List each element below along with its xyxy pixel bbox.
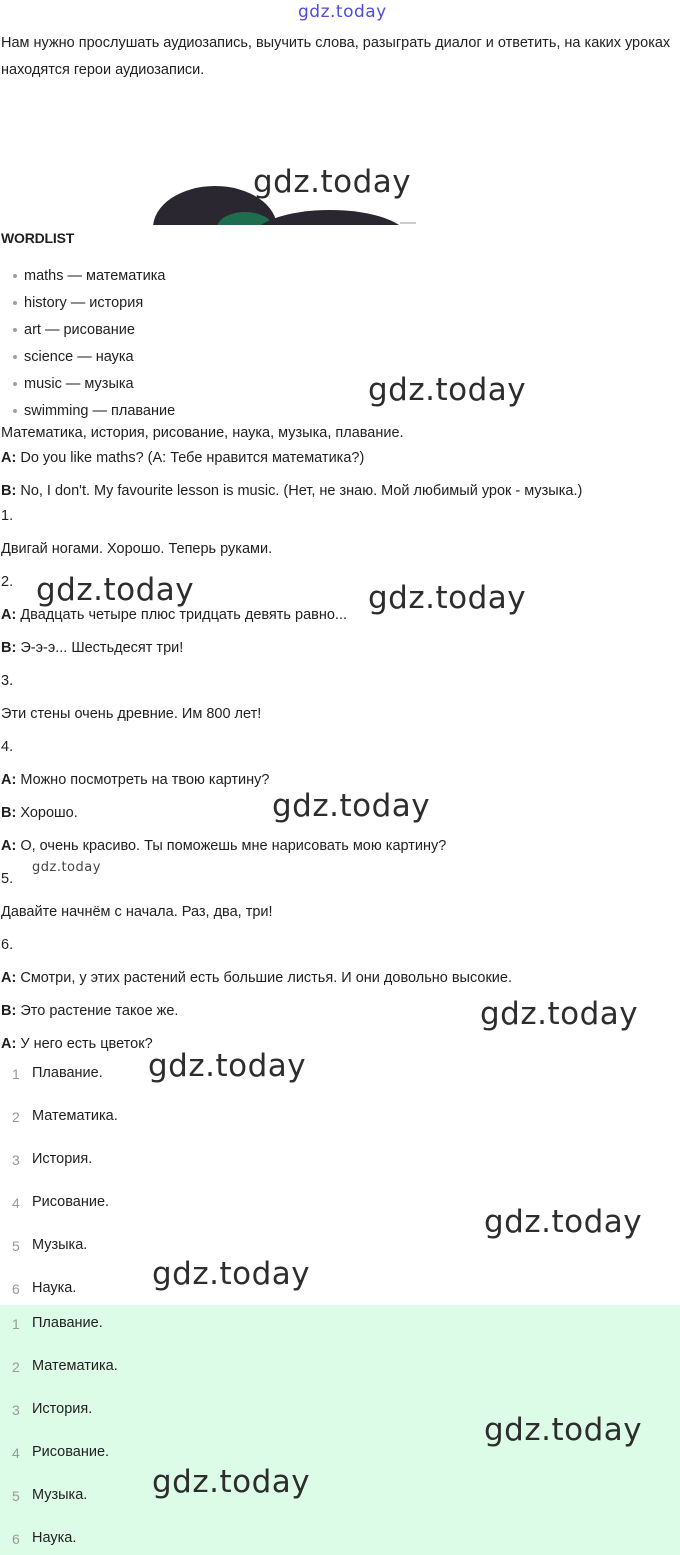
list-item: swimming — плавание (24, 403, 176, 419)
dialog-line (1, 639, 183, 657)
answer-text: Рисование. (32, 1444, 110, 1460)
speaker-label: A: (1, 970, 17, 986)
dialog-line (1, 1002, 178, 1020)
watermark: gdz.today (36, 572, 195, 608)
answer-text: История. (32, 1401, 93, 1417)
answer-number: 6 (12, 1531, 20, 1547)
watermark: gdz.today (148, 1048, 307, 1084)
answer-number: 5 (12, 1238, 20, 1254)
dialog-text: Это растение такое же. (16, 1003, 179, 1019)
dialog-text: Можно посмотреть на твою картину? (16, 772, 270, 788)
answer-text: Музыка. (32, 1487, 88, 1503)
answer-text: Плавание. (32, 1065, 103, 1081)
answer-number: 5 (12, 1488, 20, 1504)
dialog-text: Хорошо. (16, 805, 78, 821)
dialog-text: О, очень красиво. Ты поможешь мне нарисовать мою картину? (16, 838, 447, 854)
dialog-line (1, 606, 347, 624)
bullet-icon (13, 382, 17, 386)
dialog-text: Смотри, у этих растений есть большие листья. И они довольно высокие. (16, 970, 512, 986)
answer-number: 1 (12, 1316, 20, 1332)
watermark: gdz.today (253, 164, 412, 200)
speaker-label: B: (1, 483, 17, 499)
watermark: gdz.today (272, 788, 431, 824)
dialog-line (1, 482, 582, 500)
answer-text: Плавание. (32, 1315, 103, 1331)
dialog-line (1, 771, 269, 789)
bullet-icon (13, 328, 17, 332)
watermark: gdz.today (32, 860, 101, 875)
answer-number: 2 (12, 1109, 20, 1125)
watermark: gdz.today (484, 1204, 643, 1240)
section-number: 2. (1, 574, 14, 590)
watermark: gdz.today (152, 1256, 311, 1292)
speaker-label: A: (1, 450, 17, 466)
watermark: gdz.today (484, 1412, 643, 1448)
section-number: 1. (1, 508, 14, 524)
answer-text: Наука. (32, 1530, 77, 1546)
bullet-icon (13, 274, 17, 278)
watermark-top: gdz.today (298, 2, 387, 22)
section-number: 4. (1, 739, 14, 755)
transcript-line: Эти стены очень древние. Им 800 лет! (1, 706, 262, 722)
list-item: science — наука (24, 349, 134, 365)
list-item: art — рисование (24, 322, 135, 338)
answer-text: История. (32, 1151, 93, 1167)
list-item: music — музыка (24, 376, 134, 392)
dialog-line (1, 449, 364, 467)
transcript-line: Давайте начнём с начала. Раз, два, три! (1, 904, 273, 920)
dialog-text: Э-э-э... Шестьдесят три! (16, 640, 184, 656)
dialog-text: У него есть цветок? (16, 1036, 153, 1052)
answer-number: 3 (12, 1402, 20, 1418)
answer-text: Математика. (32, 1358, 118, 1374)
bullet-icon (13, 409, 17, 413)
watermark: gdz.today (152, 1464, 311, 1500)
list-item: history — история (24, 295, 144, 311)
speaker-label: A: (1, 838, 17, 854)
wordlist-heading: WORDLIST (1, 230, 75, 246)
section-number: 5. (1, 871, 14, 887)
answer-number: 4 (12, 1195, 20, 1211)
dialog-line (1, 969, 512, 987)
dialog-line (1, 1035, 153, 1053)
bullet-icon (13, 355, 17, 359)
answer-number: 4 (12, 1445, 20, 1461)
answer-number: 6 (12, 1281, 20, 1297)
speaker-label: A: (1, 607, 17, 623)
dialog-line (1, 837, 446, 855)
speaker-label: B: (1, 640, 17, 656)
transcript-line: Двигай ногами. Хорошо. Теперь руками. (1, 541, 273, 557)
answer-text: Музыка. (32, 1237, 88, 1253)
list-item: maths — математика (24, 268, 166, 284)
watermark: gdz.today (368, 372, 527, 408)
section-number: 6. (1, 937, 14, 953)
answer-number: 2 (12, 1359, 20, 1375)
dialog-line (1, 804, 78, 822)
answer-text: Наука. (32, 1280, 77, 1296)
bullet-icon (13, 301, 17, 305)
dialog-text: Do you like maths? (A: Тебе нравится математика?) (16, 450, 365, 466)
dialog-text: No, I don't. My favourite lesson is music. (Нет, не знаю. Мой любимый урок - музыка.) (16, 483, 583, 499)
watermark: gdz.today (368, 580, 527, 616)
answer-number: 3 (12, 1152, 20, 1168)
speaker-label: A: (1, 1036, 17, 1052)
answer-number: 1 (12, 1066, 20, 1082)
watermark: gdz.today (480, 996, 639, 1032)
answer-text: Рисование. (32, 1194, 110, 1210)
speaker-label: B: (1, 805, 17, 821)
answer-text: Математика. (32, 1108, 118, 1124)
task-description: Нам нужно прослушать аудиозапись, выучить слова, разыграть диалог и ответить, на каких уроках находятся герои аудиозаписи. (1, 35, 671, 78)
speaker-label: B: (1, 1003, 17, 1019)
speaker-label: A: (1, 772, 17, 788)
section-number: 3. (1, 673, 14, 689)
summary-text: Математика, история, рисование, наука, музыка, плавание. (1, 425, 404, 441)
dialog-text: Двадцать четыре плюс тридцать девять равно... (16, 607, 347, 623)
